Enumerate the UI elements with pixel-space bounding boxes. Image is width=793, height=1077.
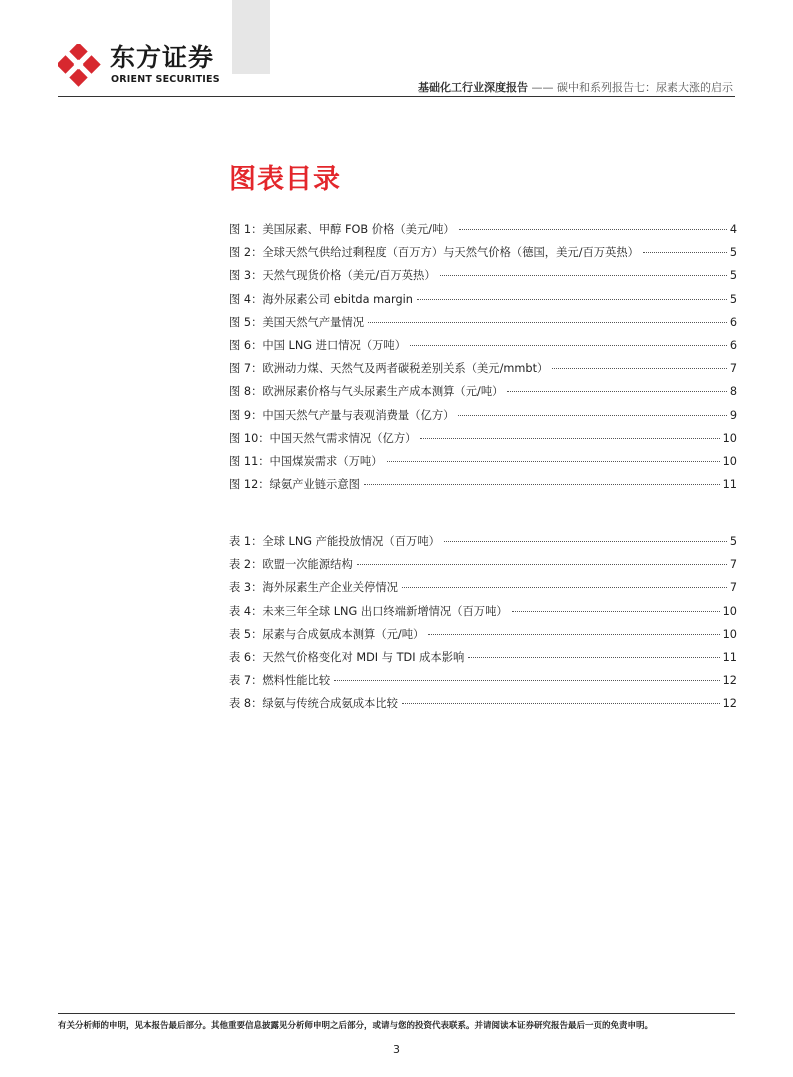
header-divider [58,96,735,97]
toc-entry-label: 表 4：未来三年全球 LNG 出口终端新增情况（百万吨） [229,604,508,618]
toc-entry-label: 图 11：中国煤炭需求（万吨） [229,454,383,468]
dot-leader [459,229,727,230]
toc-entry-page: 5 [729,246,737,260]
toc-entry-label: 表 1：全球 LNG 产能投放情况（百万吨） [229,535,440,548]
toc-entry-page: 10 [722,454,737,468]
dot-leader [364,484,720,485]
toc-entry-page: 12 [722,697,737,711]
toc-entry-label: 图 7：欧洲动力煤、天然气及两者碳税差别关系（美元/mmbt） [229,362,549,376]
dot-leader [507,391,726,392]
dot-leader [420,438,719,439]
dot-leader [417,299,727,300]
toc-entry-label: 图 10：中国天然气需求情况（亿方） [229,431,417,445]
toc-title: 图表目录 [229,164,341,195]
toc-entry-label: 表 7：燃料性能比较 [229,674,331,688]
toc-entry-page: 5 [729,269,737,283]
report-header [418,79,733,95]
toc-entry[interactable] [229,579,737,602]
header-accent-bar [232,0,270,74]
toc-entry-label: 图 12：绿氨产业链示意图 [229,478,360,492]
dot-leader [357,564,727,565]
dot-leader [368,322,727,323]
footer-divider [58,1013,735,1014]
toc-entry-page: 11 [722,478,737,492]
dot-leader [334,680,719,681]
company-logo [58,44,228,88]
toc-entry[interactable] [229,556,737,579]
toc-entry-label: 表 5：尿素与合成氨成本测算（元/吨） [229,627,425,641]
report-category: 基础化工行业深度报告 [418,81,528,94]
toc-entry[interactable] [229,337,737,360]
logo-english-name: ORIENT SECURITIES [111,74,220,85]
dot-leader [410,345,727,346]
dot-leader [468,657,719,658]
toc-entry-label: 图 3：天然气现货价格（美元/百万英热） [229,269,436,283]
toc-entry-page: 10 [722,604,737,618]
toc-entry[interactable] [229,430,737,453]
toc-entry[interactable] [229,407,737,430]
toc-entry-page: 6 [729,315,737,329]
dot-leader [512,611,720,612]
toc-entry-label: 图 1：美国尿素、甲醇 FOB 价格（美元/吨） [229,223,455,236]
toc-entry[interactable] [229,695,737,718]
toc-entry-page: 4 [729,223,737,236]
toc-entry-page: 11 [722,650,737,664]
toc-entry-label: 图 4：海外尿素公司 ebitda margin [229,292,413,306]
toc-entry[interactable] [229,360,737,383]
dot-leader [387,461,720,462]
figure-list [229,221,737,499]
toc-entry-page: 9 [729,408,737,422]
toc-entry[interactable] [229,476,737,499]
toc-entry[interactable] [229,221,737,244]
toc-entry[interactable] [229,291,737,314]
toc-entry[interactable] [229,603,737,626]
toc-entry-label: 表 2：欧盟一次能源结构 [229,558,353,572]
logo-chinese-name: 东方证券 [110,43,215,72]
dot-leader [428,634,719,635]
toc-entry-label: 图 5：美国天然气产量情况 [229,315,365,329]
toc-entry-page: 7 [729,558,737,572]
toc-entry-label: 图 2：全球天然气供给过剩程度（百万方）与天然气价格（德国，美元/百万英热） [229,246,639,260]
toc-entry-label: 表 8：绿氨与传统合成氨成本比较 [229,697,398,711]
toc-entry-page: 8 [729,385,737,399]
toc-entry-page: 5 [729,292,737,306]
toc-entry-label: 表 6：天然气价格变化对 MDI 与 TDI 成本影响 [229,650,465,664]
toc-entry[interactable] [229,672,737,695]
toc-entry[interactable] [229,383,737,406]
toc-entry-page: 7 [729,581,737,595]
toc-entry-label: 表 3：海外尿素生产企业关停情况 [229,581,398,595]
dot-leader [402,703,720,704]
toc-entry-page: 7 [729,362,737,376]
header-separator: —— [528,81,557,94]
toc-entry-label: 图 9：中国天然气产量与表观消费量（亿方） [229,408,455,422]
table-list [229,533,737,719]
toc-entry-page: 5 [729,535,737,548]
toc-entry-label: 图 6：中国 LNG 进口情况（万吨） [229,338,407,352]
logo-mark-icon [58,44,102,88]
footer-disclaimer: 有关分析师的申明，见本报告最后部分。其他重要信息披露见分析师申明之后部分，或请与您的投资代表联系。并请阅读本证券研究报告最后一页的免责申明。 [58,1021,654,1031]
report-title: 碳中和系列报告七：尿素大涨的启示 [557,81,733,94]
toc-entry-page: 12 [722,674,737,688]
toc-entry-label: 图 8：欧洲尿素价格与气头尿素生产成本测算（元/吨） [229,385,504,399]
dot-leader [643,252,727,253]
toc-entry-page: 10 [722,627,737,641]
toc-entry[interactable] [229,453,737,476]
dot-leader [552,368,726,369]
dot-leader [458,415,726,416]
toc-entry-page: 10 [722,431,737,445]
dot-leader [402,587,727,588]
toc-entry[interactable] [229,314,737,337]
toc-entry[interactable] [229,626,737,649]
dot-leader [444,541,727,542]
toc-entry[interactable] [229,267,737,290]
page-number: 3 [393,1043,400,1056]
dot-leader [440,275,727,276]
toc-entry[interactable] [229,244,737,267]
toc-entry-page: 6 [729,338,737,352]
toc-entry[interactable] [229,649,737,672]
toc-entry[interactable] [229,533,737,556]
